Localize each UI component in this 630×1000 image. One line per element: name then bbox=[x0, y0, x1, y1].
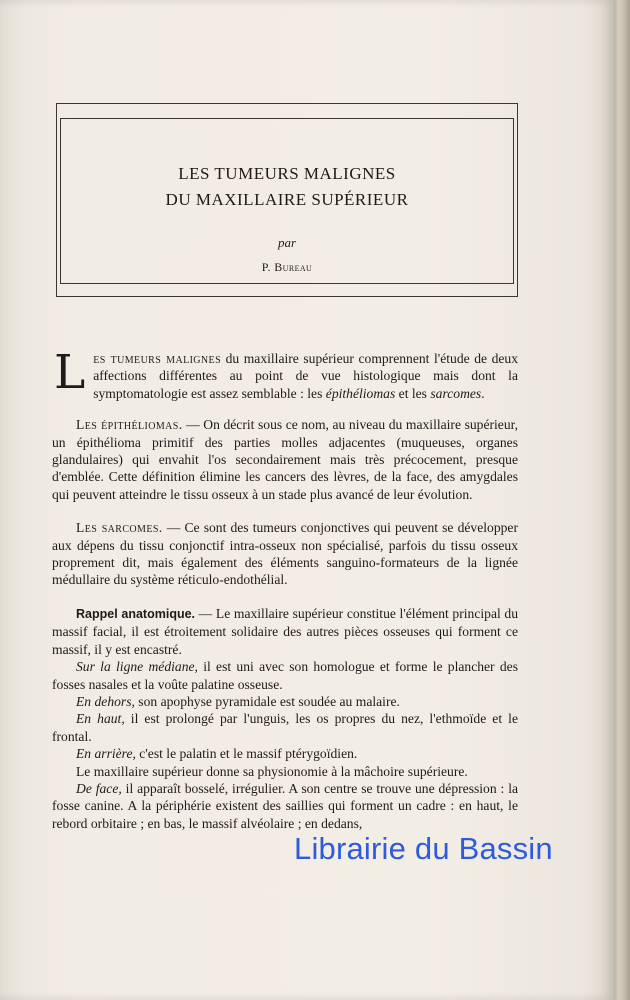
author-name: P. Bureau bbox=[261, 260, 313, 274]
rappel-arriere bbox=[52, 745, 518, 762]
rappel-haut-text: il est prolongé par l'unguis, les os propres du nez, l'ethmoïde et le frontal. bbox=[52, 711, 518, 744]
epitheliomas-text: — On décrit sous ce nom, au niveau du maxillaire supérieur, un épithélioma primitif des parties molles adjacentes (muqueuses, organes glandulaires) qui envahit l'os secondairement mais très précocement, presque d'emblée. Cette définition élimine les cancers des lèvres, de la face, des amygdales qui peuvent atteindre le tissu osseux à un stade plus avancé de leur évolution. bbox=[52, 417, 519, 502]
intro-text-a: du maxillaire supérieur comprennent l'étude de deux affections différentes au point de vue histologique mais dont la symptomatologie est assez semblable : les bbox=[93, 351, 518, 401]
rappel-heading: Rappel anatomique. bbox=[76, 606, 196, 621]
sarcomes-paragraph bbox=[52, 519, 518, 589]
rappel-face bbox=[52, 780, 518, 832]
rappel-mediane-text: il est uni avec son homologue et forme le plancher des fosses nasales et la voûte palatine osseuse. bbox=[52, 659, 518, 692]
intro-italic-epitheliomas: épithéliomas bbox=[325, 385, 396, 401]
page-edge bbox=[614, 0, 630, 1000]
drop-cap: L bbox=[54, 345, 86, 400]
rappel-dehors-text: son apophyse pyramidale est soudée au malaire. bbox=[134, 693, 400, 709]
epitheliomas-heading: Les épithéliomas. bbox=[76, 417, 183, 433]
rappel-mediane-italic: Sur la ligne médiane, bbox=[76, 659, 198, 675]
sarcomes-heading: Les sarcomes. bbox=[76, 520, 163, 536]
rappel-arriere-italic: En arrière, bbox=[76, 746, 136, 762]
title-line-1: LES TUMEURS MALIGNES bbox=[178, 164, 396, 183]
intro-paragraph bbox=[52, 345, 518, 402]
rappel-physionomie bbox=[52, 763, 518, 780]
title-line-2: DU MAXILLAIRE SUPÉRIEUR bbox=[165, 190, 409, 209]
sarcomes-text: — Ce sont des tumeurs conjonctives qui peuvent se développer aux dépens du tissu conjonctif intra-osseux non spécialisé, parfois du tissu osseux proprement dit, mais également des éléments sanguino-formateurs de la lignée médullaire du système réticulo-endothélial. bbox=[52, 520, 518, 588]
intro-text-b: et les bbox=[395, 385, 431, 401]
rappel-mediane bbox=[52, 658, 518, 693]
title-frame bbox=[56, 103, 518, 297]
rappel-text: — Le maxillaire supérieur constitue l'élément principal du massif facial, il est étroitement solidaire des autres pièces osseuses qui forment ce massif, il y est encastré. bbox=[52, 605, 518, 657]
epitheliomas-paragraph bbox=[52, 416, 518, 503]
title-frame-inner bbox=[60, 118, 514, 284]
rappel-face-text: il apparaît bosselé, irrégulier. A son centre se trouve une dépression : la fosse canine. A la périphérie existent des saillies qui forment un cadre : en haut, le rebord orbitaire ; en bas, le massif alvéolaire ; en dedans, bbox=[52, 780, 518, 831]
rappel-arriere-text: c'est le palatin et le massif ptérygoïdien. bbox=[135, 746, 358, 762]
article-body bbox=[52, 345, 519, 832]
rappel-face-italic: De face, bbox=[76, 780, 122, 796]
rappel-physionomie-text: Le maxillaire supérieur donne sa physionomie à la mâchoire supérieure. bbox=[76, 763, 468, 779]
intro-lead: es tumeurs malignes bbox=[93, 351, 222, 366]
rappel-haut-italic: En haut, bbox=[76, 711, 125, 727]
intro-italic-sarcomes: sarcomes bbox=[430, 385, 482, 401]
watermark-text: Librairie du Bassin bbox=[294, 831, 553, 866]
by-word: par bbox=[277, 235, 297, 250]
rappel-haut bbox=[52, 710, 518, 745]
rappel-dehors bbox=[52, 693, 518, 710]
intro-text-c: . bbox=[481, 385, 485, 401]
rappel-dehors-italic: En dehors, bbox=[76, 693, 135, 709]
rappel-paragraph bbox=[52, 605, 518, 658]
